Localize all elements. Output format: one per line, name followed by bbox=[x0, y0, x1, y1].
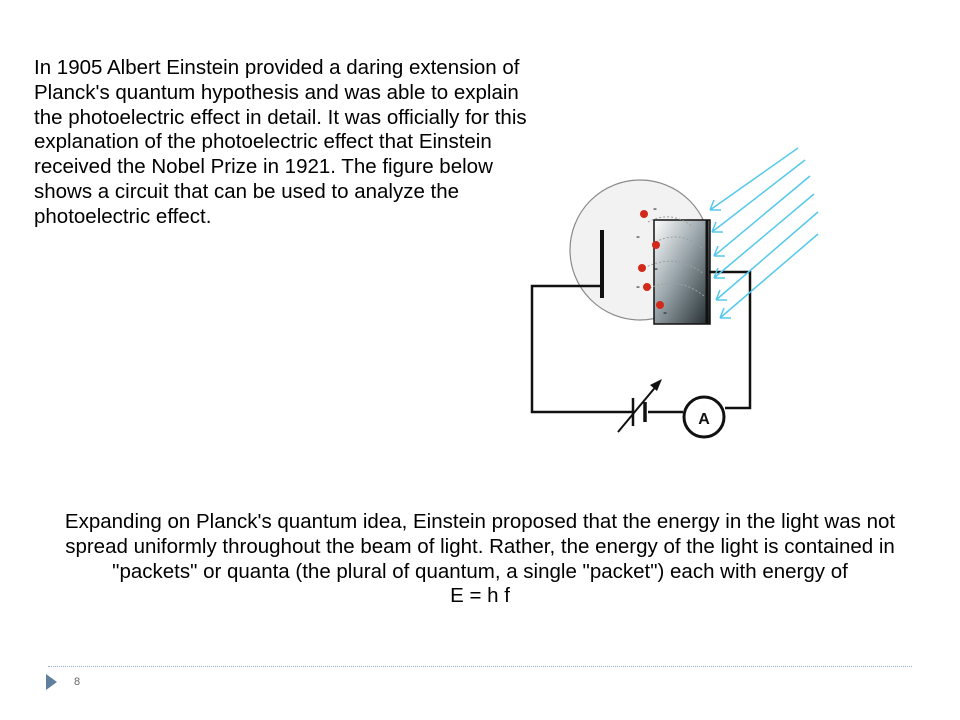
intro-text: In 1905 Albert Einstein provided a daring extension of Planck's quantum hypothesis and was able to explain the photoelectric effect in detail. It was officially for this explanation of the photoelectric effect that Einstein received the Nobel Prize in 1921. The figure below shows a circuit that can be used to analyze the photoelectric effect. bbox=[34, 56, 527, 228]
incident-light-rays bbox=[710, 148, 818, 318]
variable-voltage-source bbox=[618, 379, 662, 432]
charge-mark: - bbox=[663, 305, 667, 319]
electron bbox=[643, 283, 651, 291]
footer-arrow-icon bbox=[46, 674, 57, 690]
photoelectric-circuit-figure bbox=[520, 140, 820, 450]
ammeter-label: A bbox=[698, 411, 710, 428]
energy-equation: E = h f bbox=[450, 584, 510, 608]
charge-mark: - bbox=[654, 261, 658, 275]
charge-mark: - bbox=[636, 279, 640, 293]
charge-mark: - bbox=[636, 229, 640, 243]
electron bbox=[640, 210, 648, 218]
electron bbox=[652, 241, 660, 249]
circuit-wire-right bbox=[709, 272, 750, 408]
body-text: Expanding on Planck's quantum idea, Einstein proposed that the energy in the light was not spread uniformly throughout the beam of light. Rather, the energy of the light is contained in "packets" or quanta (the plural of quantum, a single "packet") each with energy of bbox=[64, 510, 896, 583]
electron bbox=[638, 264, 646, 272]
body-paragraph bbox=[40, 510, 920, 609]
footer-divider bbox=[48, 666, 912, 667]
intro-paragraph bbox=[34, 56, 544, 230]
circuit-diagram bbox=[520, 140, 820, 450]
charge-mark: - bbox=[653, 201, 657, 215]
page-number: 8 bbox=[74, 676, 81, 688]
